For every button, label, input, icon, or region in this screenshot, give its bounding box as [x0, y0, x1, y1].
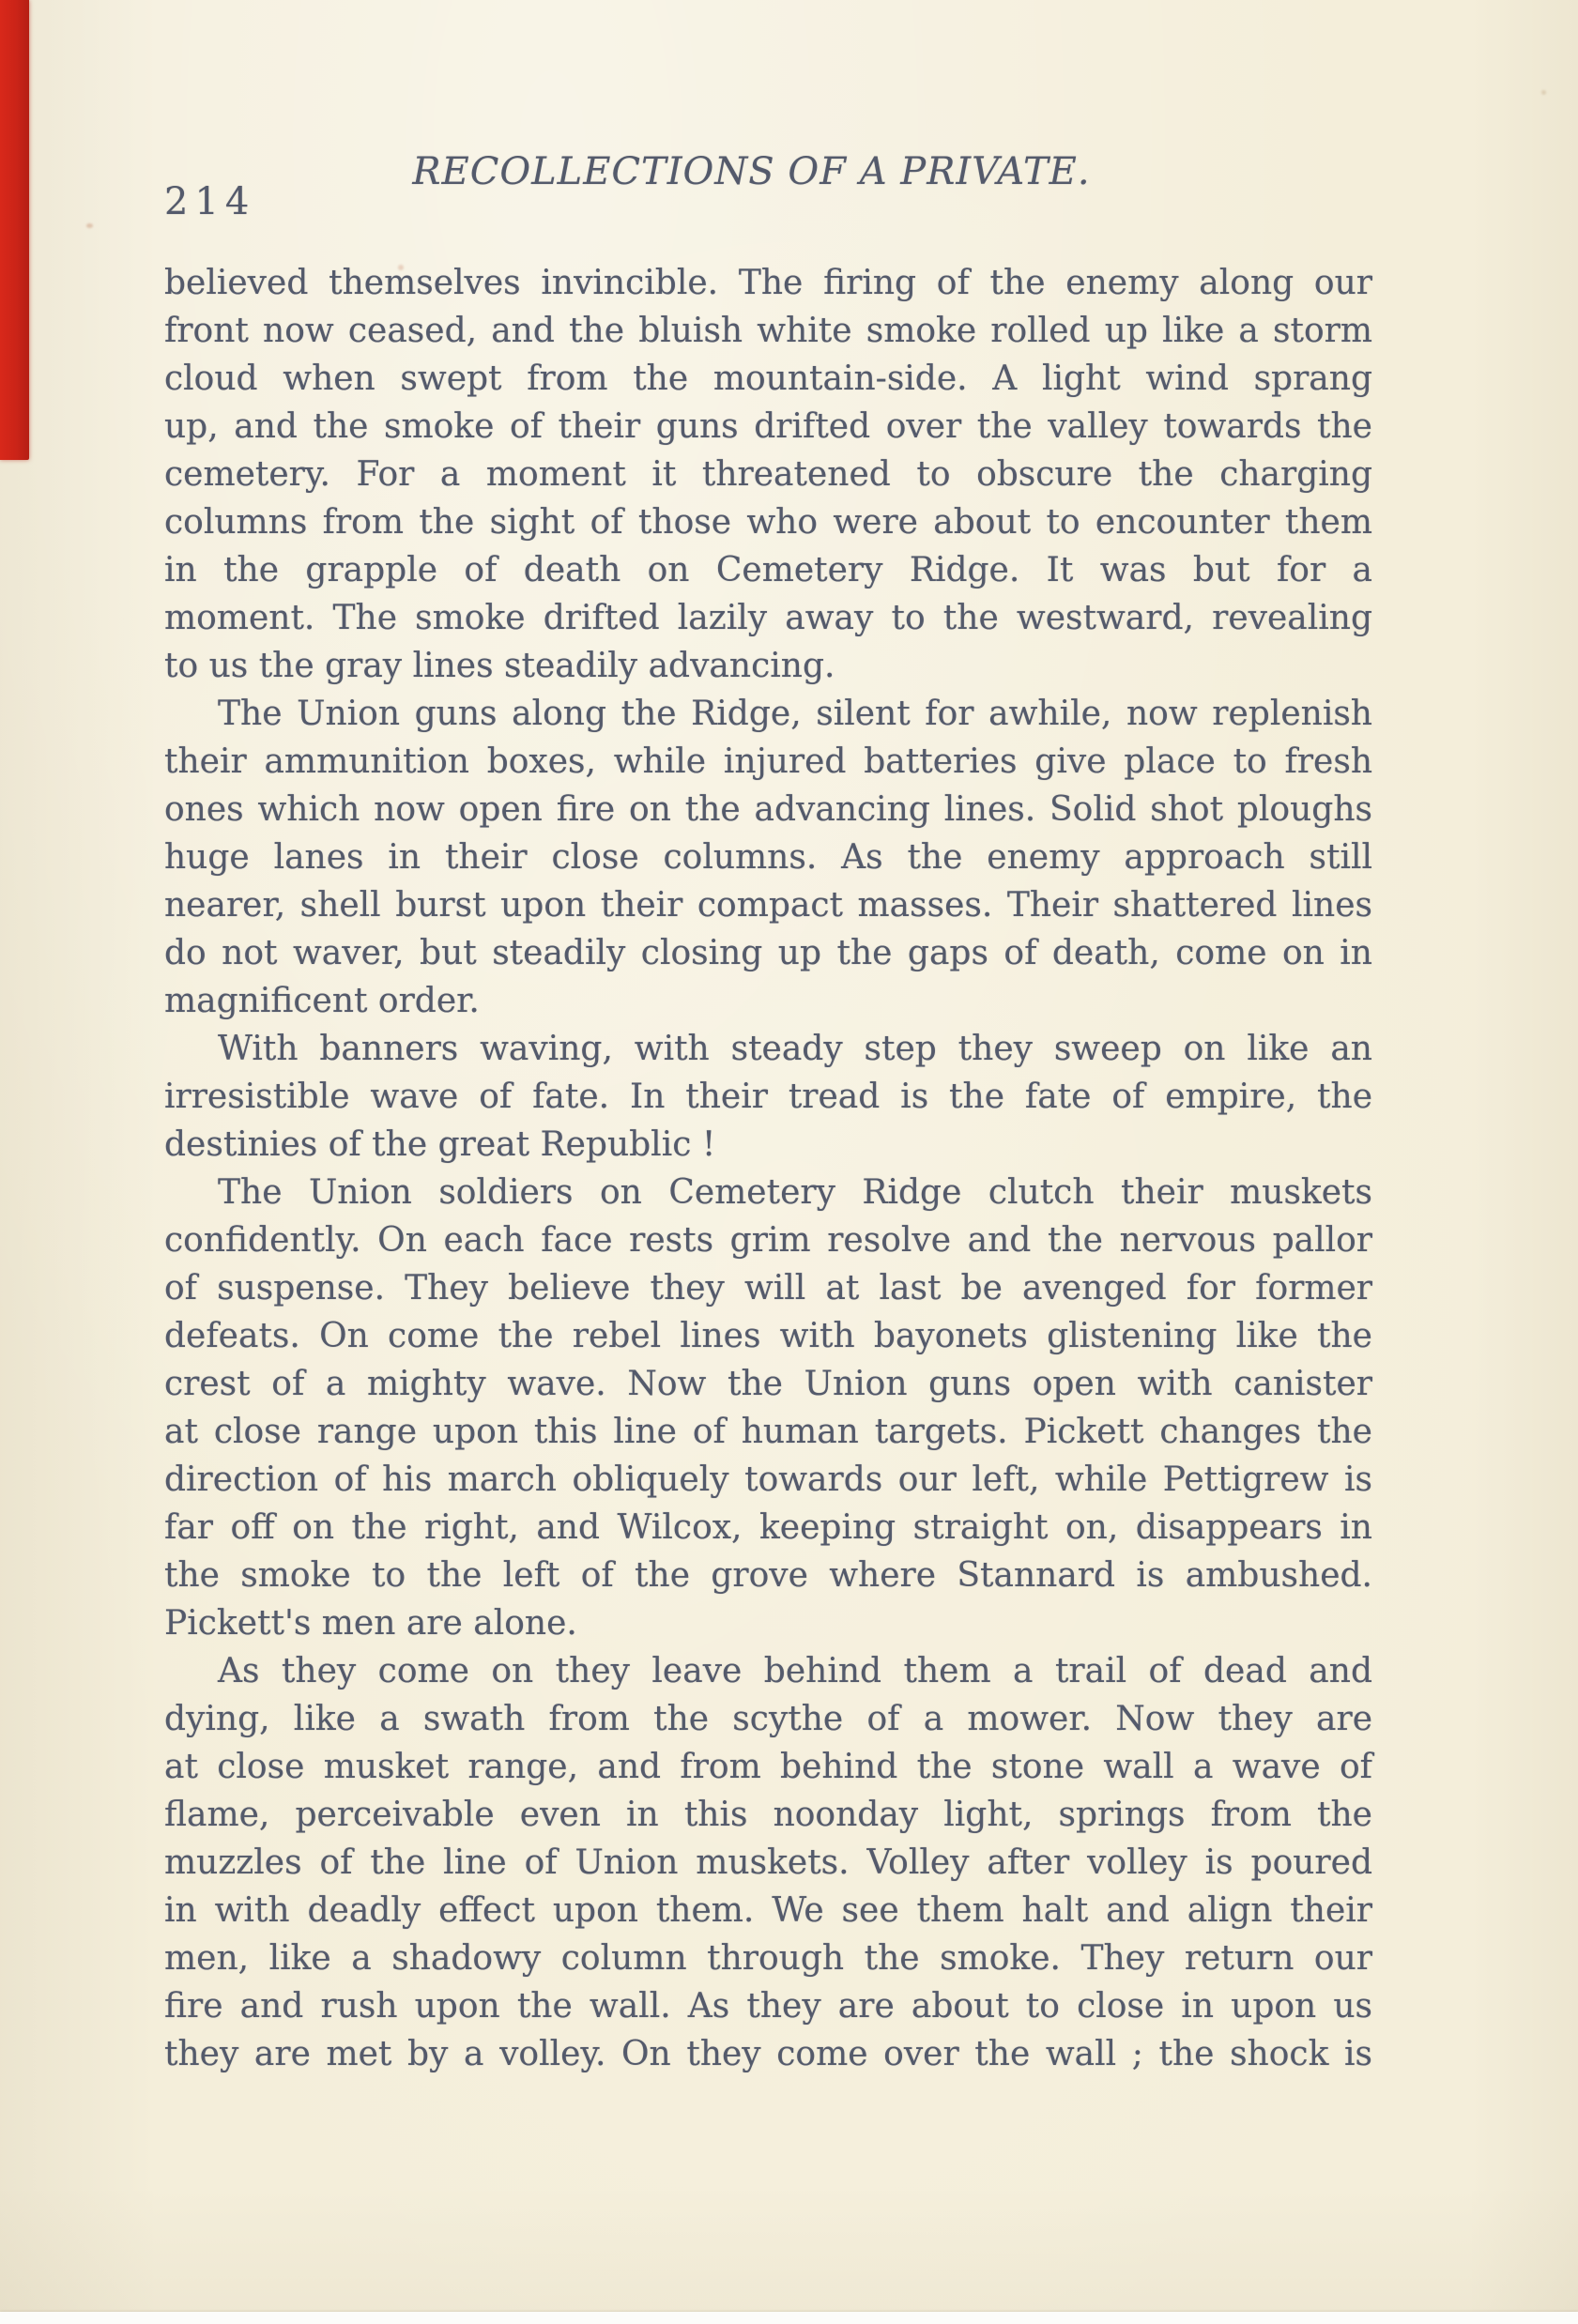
- text-line: moment. The smoke drifted lazily away to the westward, revealing: [164, 599, 1372, 637]
- text-line: With banners waving, with steady step they sweep on like an: [218, 1030, 1372, 1068]
- running-title: RECOLLECTIONS OF A PRIVATE.: [412, 150, 1091, 193]
- paragraph: [164, 1647, 1372, 2078]
- text-line: do not waver, but steadily closing up the gaps of death, come on in: [164, 934, 1372, 972]
- text-line: at close range upon this line of human targets. Pickett changes the: [164, 1413, 1372, 1451]
- text-line: in with deadly effect upon them. We see them halt and align their: [164, 1891, 1372, 1930]
- page-number: 214: [164, 180, 256, 223]
- text-line: cloud when swept from the mountain-side. A light wind sprang: [164, 359, 1372, 398]
- body-text: [164, 259, 1372, 2078]
- text-line: muzzles of the line of Union muskets. Volley after volley is poured: [164, 1843, 1372, 1882]
- text-line: far off on the right, and Wilcox, keeping straight on, disappears in: [164, 1508, 1372, 1547]
- text-line: in the grapple of death on Cemetery Ridge. It was but for a: [164, 551, 1372, 589]
- paragraph: [164, 690, 1372, 1025]
- page-bottom-edge: [0, 2312, 1578, 2324]
- paragraph: [164, 259, 1372, 690]
- paper-speck: [1541, 90, 1546, 95]
- text-line: men, like a shadowy column through the smoke. They return our: [164, 1939, 1372, 1978]
- text-line: The Union soldiers on Cemetery Ridge clutch their muskets: [218, 1173, 1372, 1212]
- text-line: irresistible wave of fate. In their tread is the fate of empire, the: [164, 1078, 1372, 1116]
- text-line: fire and rush upon the wall. As they are about to close in upon us: [164, 1987, 1372, 2026]
- text-line: up, and the smoke of their guns drifted over the valley towards the: [164, 407, 1372, 446]
- text-line: As they come on they leave behind them a trail of dead and: [218, 1652, 1372, 1690]
- text-line: huge lanes in their close columns. As the enemy approach still: [164, 838, 1372, 877]
- text-line: direction of his march obliquely towards our left, while Pettigrew is: [164, 1460, 1372, 1499]
- text-line: defeats. On come the rebel lines with bayonets glistening like the: [164, 1317, 1372, 1355]
- text-line: their ammunition boxes, while injured batteries give place to fresh: [164, 742, 1372, 781]
- text-line: the smoke to the left of the grove where Stannard is ambushed.: [164, 1556, 1372, 1595]
- text-line: nearer, shell burst upon their compact masses. Their shattered lines: [164, 886, 1372, 925]
- text-line: flame, perceivable even in this noonday light, springs from the: [164, 1796, 1372, 1834]
- text-line: front now ceased, and the bluish white smoke rolled up like a storm: [164, 312, 1372, 350]
- paragraph: [164, 1025, 1372, 1169]
- red-bookmark-stripe: [0, 0, 29, 460]
- text-line: of suspense. They believe they will at last be avenged for former: [164, 1269, 1372, 1307]
- text-line: they are met by a volley. On they come over the wall ; the shock is: [164, 2035, 1372, 2073]
- text-line: Pickett's men are alone.: [164, 1604, 577, 1643]
- text-line: columns from the sight of those who were about to encounter them: [164, 503, 1372, 542]
- text-line: believed themselves invincible. The firing of the enemy along our: [164, 264, 1372, 302]
- text-line: confidently. On each face rests grim resolve and the nervous pallor: [164, 1221, 1372, 1260]
- text-line: destinies of the great Republic !: [164, 1125, 716, 1164]
- text-line: at close musket range, and from behind the stone wall a wave of: [164, 1748, 1372, 1786]
- text-line: ones which now open fire on the advancing lines. Solid shot ploughs: [164, 790, 1372, 829]
- paper-speck: [86, 223, 93, 228]
- paragraph: [164, 1169, 1372, 1647]
- text-line: magnificent order.: [164, 982, 480, 1020]
- text-line: to us the gray lines steadily advancing.: [164, 647, 835, 685]
- running-header: [164, 150, 1372, 225]
- text-line: dying, like a swath from the scythe of a mower. Now they are: [164, 1700, 1372, 1738]
- text-line: The Union guns along the Ridge, silent for awhile, now replenish: [218, 695, 1372, 733]
- text-line: cemetery. For a moment it threatened to obscure the charging: [164, 455, 1372, 494]
- text-line: crest of a mighty wave. Now the Union guns open with canister: [164, 1365, 1372, 1403]
